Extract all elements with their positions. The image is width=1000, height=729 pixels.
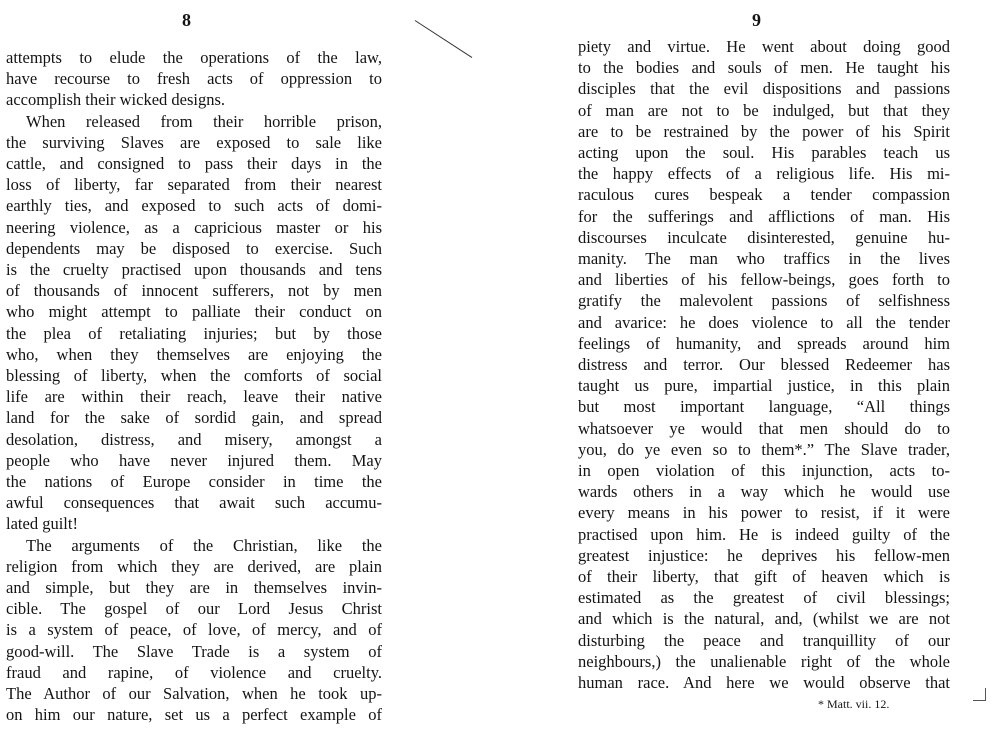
text-line: human race. And here we would observe that <box>578 673 950 692</box>
text-line: neighbours,) the unalienable right of the whole <box>578 651 950 671</box>
text-line: and liberties of his fellow-beings, goes forth to <box>578 270 950 290</box>
text-line: dependents may be disposed to exercise. Such <box>6 238 382 258</box>
text-line: practised upon him. He is indeed guilty of the <box>578 524 950 544</box>
text-line: who might attempt to palliate their conduct on <box>6 302 382 322</box>
text-line: of their liberty, that gift of heaven which is <box>578 567 950 586</box>
text-line: disturbing the peace and tranquillity of our <box>578 630 950 650</box>
text-line: but most important language, “All things <box>578 397 950 417</box>
text-line: people who have never injured them. May <box>6 450 382 470</box>
text-line: the surviving Slaves are exposed to sale like <box>6 132 382 152</box>
text-line: acting upon the soul. His parables teach us <box>578 143 950 162</box>
text-line: fraud and rapine, of violence and cruelty. <box>6 662 382 682</box>
text-line: and which is the natural, and, (whilst we are not <box>578 609 950 629</box>
text-line: have recourse to fresh acts of oppression to <box>6 69 382 89</box>
text-line: loss of liberty, far separated from their nearest <box>6 175 382 195</box>
text-line: disciples that the evil dispositions and passions <box>578 79 950 99</box>
text-line: to the bodies and souls of men. He taught his <box>578 58 950 78</box>
text-line: The arguments of the Christian, like the <box>26 535 382 555</box>
text-line: every means in his power to resist, if it were <box>578 503 950 523</box>
text-line: awful consequences that await such accumu- <box>6 493 382 513</box>
text-line: greatest injustice: he deprives his fellow-men <box>578 545 950 565</box>
text-line: cible. The gospel of our Lord Jesus Christ <box>6 599 382 619</box>
text-line: the happy effects of a religious life. His mi- <box>578 164 950 184</box>
text-line: who, when they themselves are enjoying the <box>6 344 382 364</box>
text-line: on him our nature, set us a perfect example of <box>6 705 382 725</box>
right-page <box>500 0 1000 729</box>
text-line: of man are not to be indulged, but that they <box>578 100 950 120</box>
text-line: and simple, but they are in themselves invin- <box>6 578 382 597</box>
text-line: distress and terror. Our blessed Redeemer has <box>578 355 950 374</box>
text-line: manity. The man who traffics in the lives <box>578 249 950 268</box>
text-line: the nations of Europe consider in time the <box>6 472 382 491</box>
footnote: * Matt. vii. 12. <box>818 697 890 711</box>
page-number-left: 8 <box>182 10 191 30</box>
page-number-right: 9 <box>752 10 761 30</box>
text-line: desolation, distress, and misery, amongst a <box>6 429 382 449</box>
text-line: taught us pure, impartial justice, in this plain <box>578 376 950 396</box>
text-line: gratify the malevolent passions of selfishness <box>578 291 950 311</box>
text-line: discourses inculcate disinterested, genuine hu- <box>578 227 950 247</box>
text-line: religion from which they are derived, are plain <box>6 556 382 576</box>
text-line: the plea of retaliating injuries; but by those <box>6 323 382 343</box>
text-line: for the sufferings and afflictions of man. His <box>578 206 950 226</box>
text-line: cattle, and consigned to pass their days in the <box>6 154 382 173</box>
text-line: attempts to elude the operations of the law, <box>6 48 382 67</box>
text-line: of thousands of innocent sufferers, not by men <box>6 281 382 301</box>
page-corner-mark <box>973 688 986 701</box>
text-line: piety and virtue. He went about doing good <box>578 37 950 56</box>
text-line: is the cruelty practised upon thousands and tens <box>6 260 382 279</box>
text-line: life are within their reach, leave their native <box>6 387 382 407</box>
text-line: earthly ties, and exposed to such acts of domi- <box>6 196 382 216</box>
text-line: neering violence, as a capricious master or his <box>6 217 382 237</box>
text-line: feelings of humanity, and spreads around him <box>578 333 950 353</box>
text-line: good-will. The Slave Trade is a system of <box>6 641 382 661</box>
text-line: wards others in a way which he would use <box>578 482 950 502</box>
text-line: accomplish their wicked designs. <box>6 90 226 110</box>
text-line: The Author of our Salvation, when he took up- <box>6 684 382 703</box>
text-line: whatsoever ye would that men should do to <box>578 418 950 438</box>
text-line: land for the sake of sordid gain, and spread <box>6 408 382 428</box>
text-line: and avarice: he does violence to all the tender <box>578 312 950 332</box>
text-line: are to be restrained by the power of his Spirit <box>578 121 950 141</box>
text-line: raculous cures bespeak a tender compassion <box>578 185 950 205</box>
text-line: in open violation of this injunction, acts to- <box>578 461 950 480</box>
text-line: estimated as the greatest of civil blessings; <box>578 588 950 608</box>
text-line: is a system of peace, of love, of mercy, and of <box>6 620 382 640</box>
text-line: When released from their horrible prison, <box>26 111 382 131</box>
text-line: you, do ye even so to them*.” The Slave trader, <box>578 439 950 459</box>
text-line: blessing of liberty, when the comforts of social <box>6 366 382 385</box>
text-line: lated guilt! <box>6 514 78 534</box>
